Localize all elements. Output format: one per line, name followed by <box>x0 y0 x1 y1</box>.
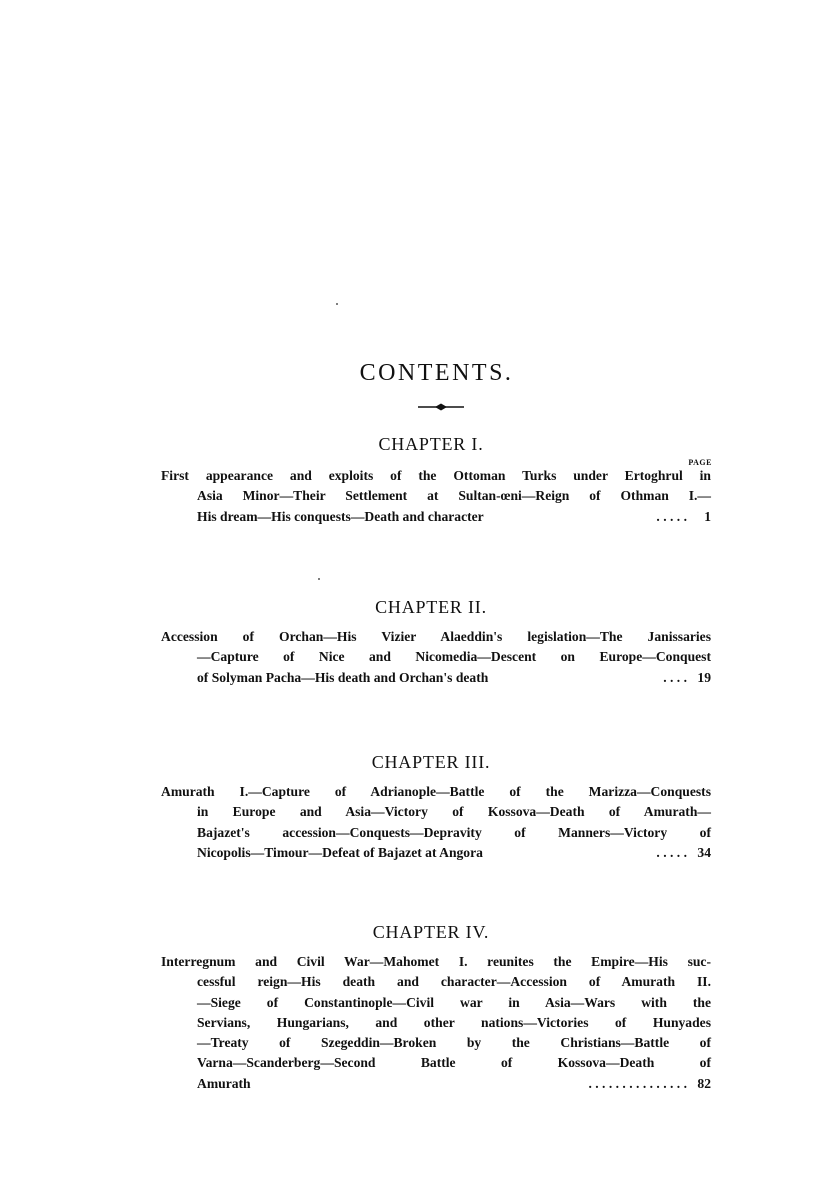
summary-line: in Europe and Asia—Victory of Kossova—Death of Amurath— <box>197 804 711 820</box>
page-column-label: PAGE <box>688 458 712 467</box>
page-number: 34 <box>697 844 711 860</box>
chapter-entry-4 <box>161 922 711 1094</box>
page-number: 1 <box>704 508 711 524</box>
summary-line-last <box>161 507 711 527</box>
contents-title: CONTENTS. <box>359 360 514 386</box>
summary-line: Varna—Scanderberg—Second Battle of Kossova—Death of <box>197 1055 711 1071</box>
dot-leader: . . . . . <box>656 508 687 524</box>
summary-line: Bajazet's accession—Conquests—Depravity of Manners—Victory of <box>197 824 711 840</box>
summary-line-last <box>161 668 711 688</box>
summary-line: Nicopolis—Timour—Defeat of Bajazet at Angora <box>197 844 483 860</box>
page-number: 82 <box>697 1075 711 1091</box>
summary-line: Interregnum and Civil War—Mahomet I. reunites the Empire—His suc- <box>161 954 711 969</box>
print-speck <box>318 578 320 580</box>
chapter-summary <box>161 782 711 863</box>
ornament-rule-icon <box>418 403 464 411</box>
summary-line: First appearance and exploits of the Ottoman Turks under Ertoghrul in <box>161 468 711 483</box>
summary-line: Asia Minor—Their Settlement at Sultan-œni—Reign of Othman I.— <box>197 488 711 504</box>
summary-line: of Solyman Pacha—His death and Orchan's death <box>197 669 489 685</box>
summary-line: Amurath I.—Capture of Adrianople—Battle of the Marizza—Conquests <box>161 784 711 799</box>
chapter-entry-3 <box>161 752 711 863</box>
print-speck <box>336 303 338 305</box>
chapter-heading: CHAPTER I. <box>378 434 484 454</box>
chapter-summary <box>161 466 711 527</box>
dot-leader: . . . . <box>663 669 687 685</box>
chapter-entry-2 <box>161 597 711 688</box>
summary-line: Accession of Orchan—His Vizier Alaeddin's legislation—The Janissaries <box>161 629 711 644</box>
summary-line: —Siege of Constantinople—Civil war in Asia—Wars with the <box>197 994 711 1010</box>
summary-line: —Capture of Nice and Nicomedia—Descent on Europe—Conquest <box>197 649 711 665</box>
chapter-heading: CHAPTER II. <box>375 597 487 617</box>
chapter-summary <box>161 952 711 1094</box>
summary-line-last <box>161 843 711 863</box>
page-number: 19 <box>697 669 711 685</box>
dot-leader: . . . . . . . . . . . . . . . <box>588 1075 687 1091</box>
summary-line-last <box>161 1074 711 1094</box>
summary-line: —Treaty of Szegeddin—Broken by the Christians—Battle of <box>197 1035 711 1051</box>
chapter-entry-1 <box>161 434 711 527</box>
chapter-heading: CHAPTER IV. <box>372 922 490 942</box>
chapter-summary <box>161 627 711 688</box>
summary-line: His dream—His conquests—Death and character <box>197 508 484 524</box>
chapter-heading: CHAPTER III. <box>371 752 491 772</box>
summary-line: cessful reign—His death and character—Accession of Amurath II. <box>197 974 711 990</box>
dot-leader: . . . . . <box>656 844 687 860</box>
summary-line: Servians, Hungarians, and other nations—Victories of Hunyades <box>197 1014 711 1030</box>
summary-line: Amurath <box>197 1075 251 1091</box>
